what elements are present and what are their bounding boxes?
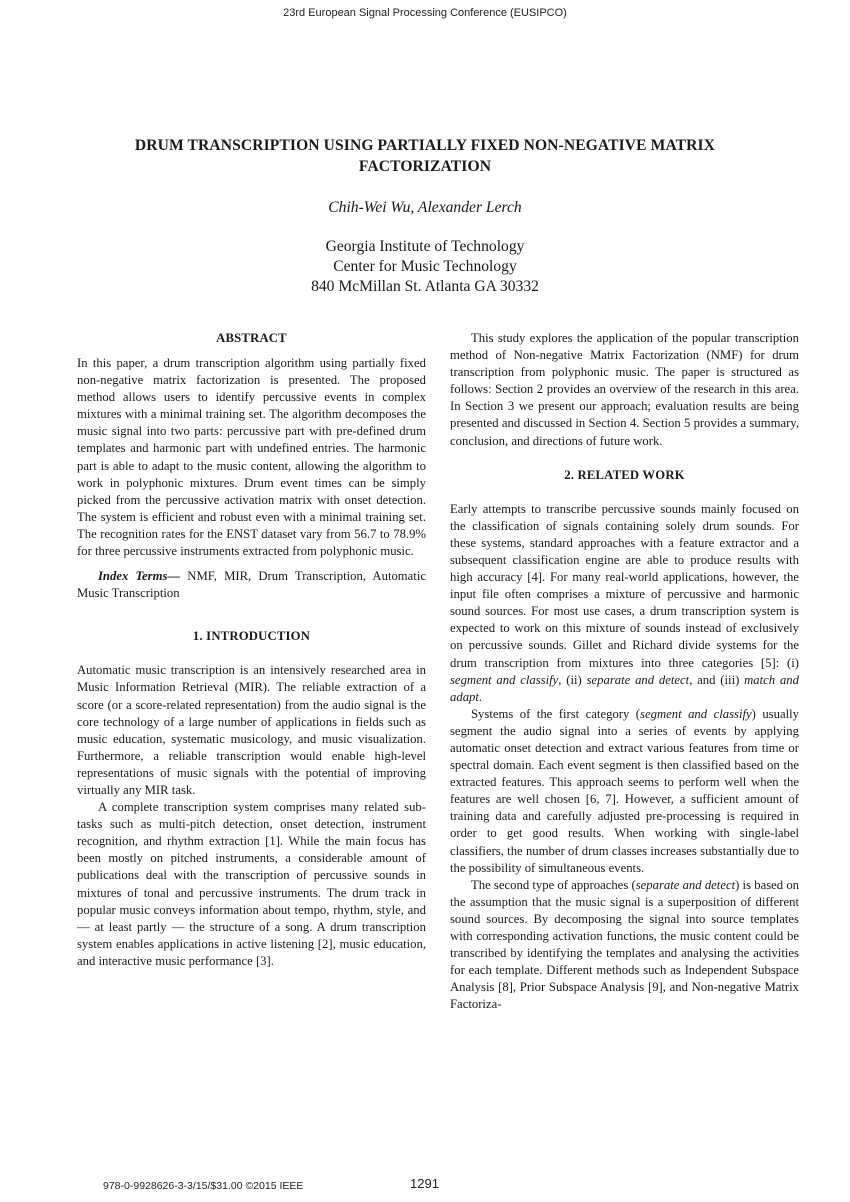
page-number: 1291 bbox=[410, 1176, 439, 1191]
introduction-heading: 1. INTRODUCTION bbox=[192, 629, 311, 644]
emphasis: match and adapt bbox=[450, 672, 799, 704]
emphasis: separate and detect bbox=[586, 672, 690, 687]
related-work-heading: 2. RELATED WORK bbox=[564, 467, 685, 482]
affiliation-line: Georgia Institute of Technology bbox=[325, 238, 525, 255]
paper-affiliation bbox=[0, 237, 850, 297]
text-run: The second type of approaches ( bbox=[471, 877, 636, 892]
text-run: ) usually segment the audio signal into a series of events by applying automatic onset detection and extract various features from time or spectral domain. Each event segment is then classified based on the extracted features. This approach seems to perform well when the features are well chosen [6, 7]. However, a sufficient amount of training data and carefully adjusted pre-processing is required in order to get good results. When working with single-label classifiers, the number of drum classes increases substantially due to the possibility of simultaneous events. bbox=[450, 706, 799, 875]
text-run: , and (iii) bbox=[689, 672, 745, 687]
right-column bbox=[450, 330, 799, 1013]
paper-title-line: FACTORIZATION bbox=[358, 158, 492, 175]
emphasis: segment and classify bbox=[450, 672, 559, 687]
introduction-paragraph: Automatic music transcription is an intensively researched area in Music Information Retrieval (MIR). The reliable extraction of a score (or a score-related representation) from the audio signal is the core technology of a large number of applications in fields such as music education, systematic musicology, and music visualization. Furthermore, a reliable transcription would enable high-level representations of music signals with the potential of improving virtually any MIR task. bbox=[77, 663, 426, 797]
left-column bbox=[77, 330, 426, 970]
emphasis: segment and classify bbox=[640, 706, 752, 721]
index-terms bbox=[77, 568, 426, 602]
copyright-footer: 978-0-9928626-3-3/15/$31.00 ©2015 IEEE bbox=[103, 1180, 304, 1192]
conference-header: 23rd European Signal Processing Conference (EUSIPCO) bbox=[283, 7, 567, 19]
introduction-paragraph: A complete transcription system comprises many related sub-tasks such as multi-pitch detection, onset detection, instrument recognition, and rhythm extraction [1]. While the main focus has been mostly on pitched instruments, a considerable amount of publications deal with the transcription of percussive sounds in mixtures of tonal and percussive instruments. The drum track in popular music conveys information about tempo, rhythm, style, and — at least partly — the structure of a song. A drum transcription system enables applications in active listening [2], music education, and interactive music performance [3]. bbox=[77, 800, 426, 968]
paper-authors: Chih-Wei Wu, Alexander Lerch bbox=[328, 199, 522, 216]
abstract-heading: ABSTRACT bbox=[216, 331, 287, 345]
text-run: . bbox=[478, 689, 483, 704]
index-terms-list: NMF, MIR, Drum Transcription, Automatic Music Transcription bbox=[77, 569, 426, 601]
affiliation-line: Center for Music Technology bbox=[333, 258, 517, 275]
affiliation-line: 840 McMillan St. Atlanta GA 30332 bbox=[311, 278, 539, 295]
text-run: , (ii) bbox=[558, 672, 587, 687]
paper-title-line: DRUM TRANSCRIPTION USING PARTIALLY FIXED NON-NEGATIVE MATRIX bbox=[134, 137, 716, 154]
emphasis: separate and detect bbox=[635, 877, 736, 892]
text-run: Systems of the first category ( bbox=[471, 706, 641, 721]
text-run: ) is based on the assumption that the music signal is a superposition of different sound sources. By decomposing the signal into source templates with corresponding activation functions, the music content could be transcribed by identifying the templates and analysing the activities for each template. Different methods such as Independent Subspace Analysis [8], Prior Subspace Analysis [9], and Non-negative Matrix Factoriza- bbox=[450, 877, 800, 1012]
index-terms-label: Index Terms— bbox=[98, 569, 181, 584]
introduction-paragraph: This study explores the application of the popular transcription method of Non-negative Matrix Factorization (NMF) for drum transcription from polyphonic music. The paper is structured as follows: Section 2 provides an overview of the research in this area. In Section 3 we present our approach; evaluation results are being presented and discussed in Section 4. Section 5 provides a summary, conclusion, and directions of future work. bbox=[450, 331, 799, 448]
paper-title bbox=[90, 135, 760, 177]
abstract-text: In this paper, a drum transcription algorithm using partially fixed non-negative matrix factorization is presented. The proposed method allows users to identify percussive events in complex mixtures with a minimal training set. The algorithm decomposes the music signal into two parts: percussive part with pre-defined drum templates and harmonic part with undefined entries. The harmonic part is able to adapt to the music content, allowing the algorithm to work in polyphonic mixtures. Drum event times can be simply picked from the percussive activation matrix with onset detection. The system is efficient and robust even with a minimal training set. The recognition rates for the ENST dataset vary from 56.7 to 78.9% for three percussive instruments extracted from polyphonic music. bbox=[77, 356, 426, 559]
related-work-paragraph bbox=[450, 501, 799, 706]
related-work-paragraph bbox=[450, 877, 799, 1014]
related-work-paragraph bbox=[450, 706, 799, 877]
text-run: Early attempts to transcribe percussive sounds mainly focused on the classification of signals containing solely drum sounds. For these systems, standard approaches with a feature extractor and a subsequent classification engine are able to produce results with high accuracy [4]. For many real-world applications, however, the input file often comprises a mixture of percussive and harmonic sound sources. For most use cases, a drum transcription system is expected to work on this mixture of sounds instead of exclusively on percussive sounds. Gillet and Richard divide systems for the drum transcription from mixtures into three categories [5]: (i) bbox=[450, 501, 799, 670]
